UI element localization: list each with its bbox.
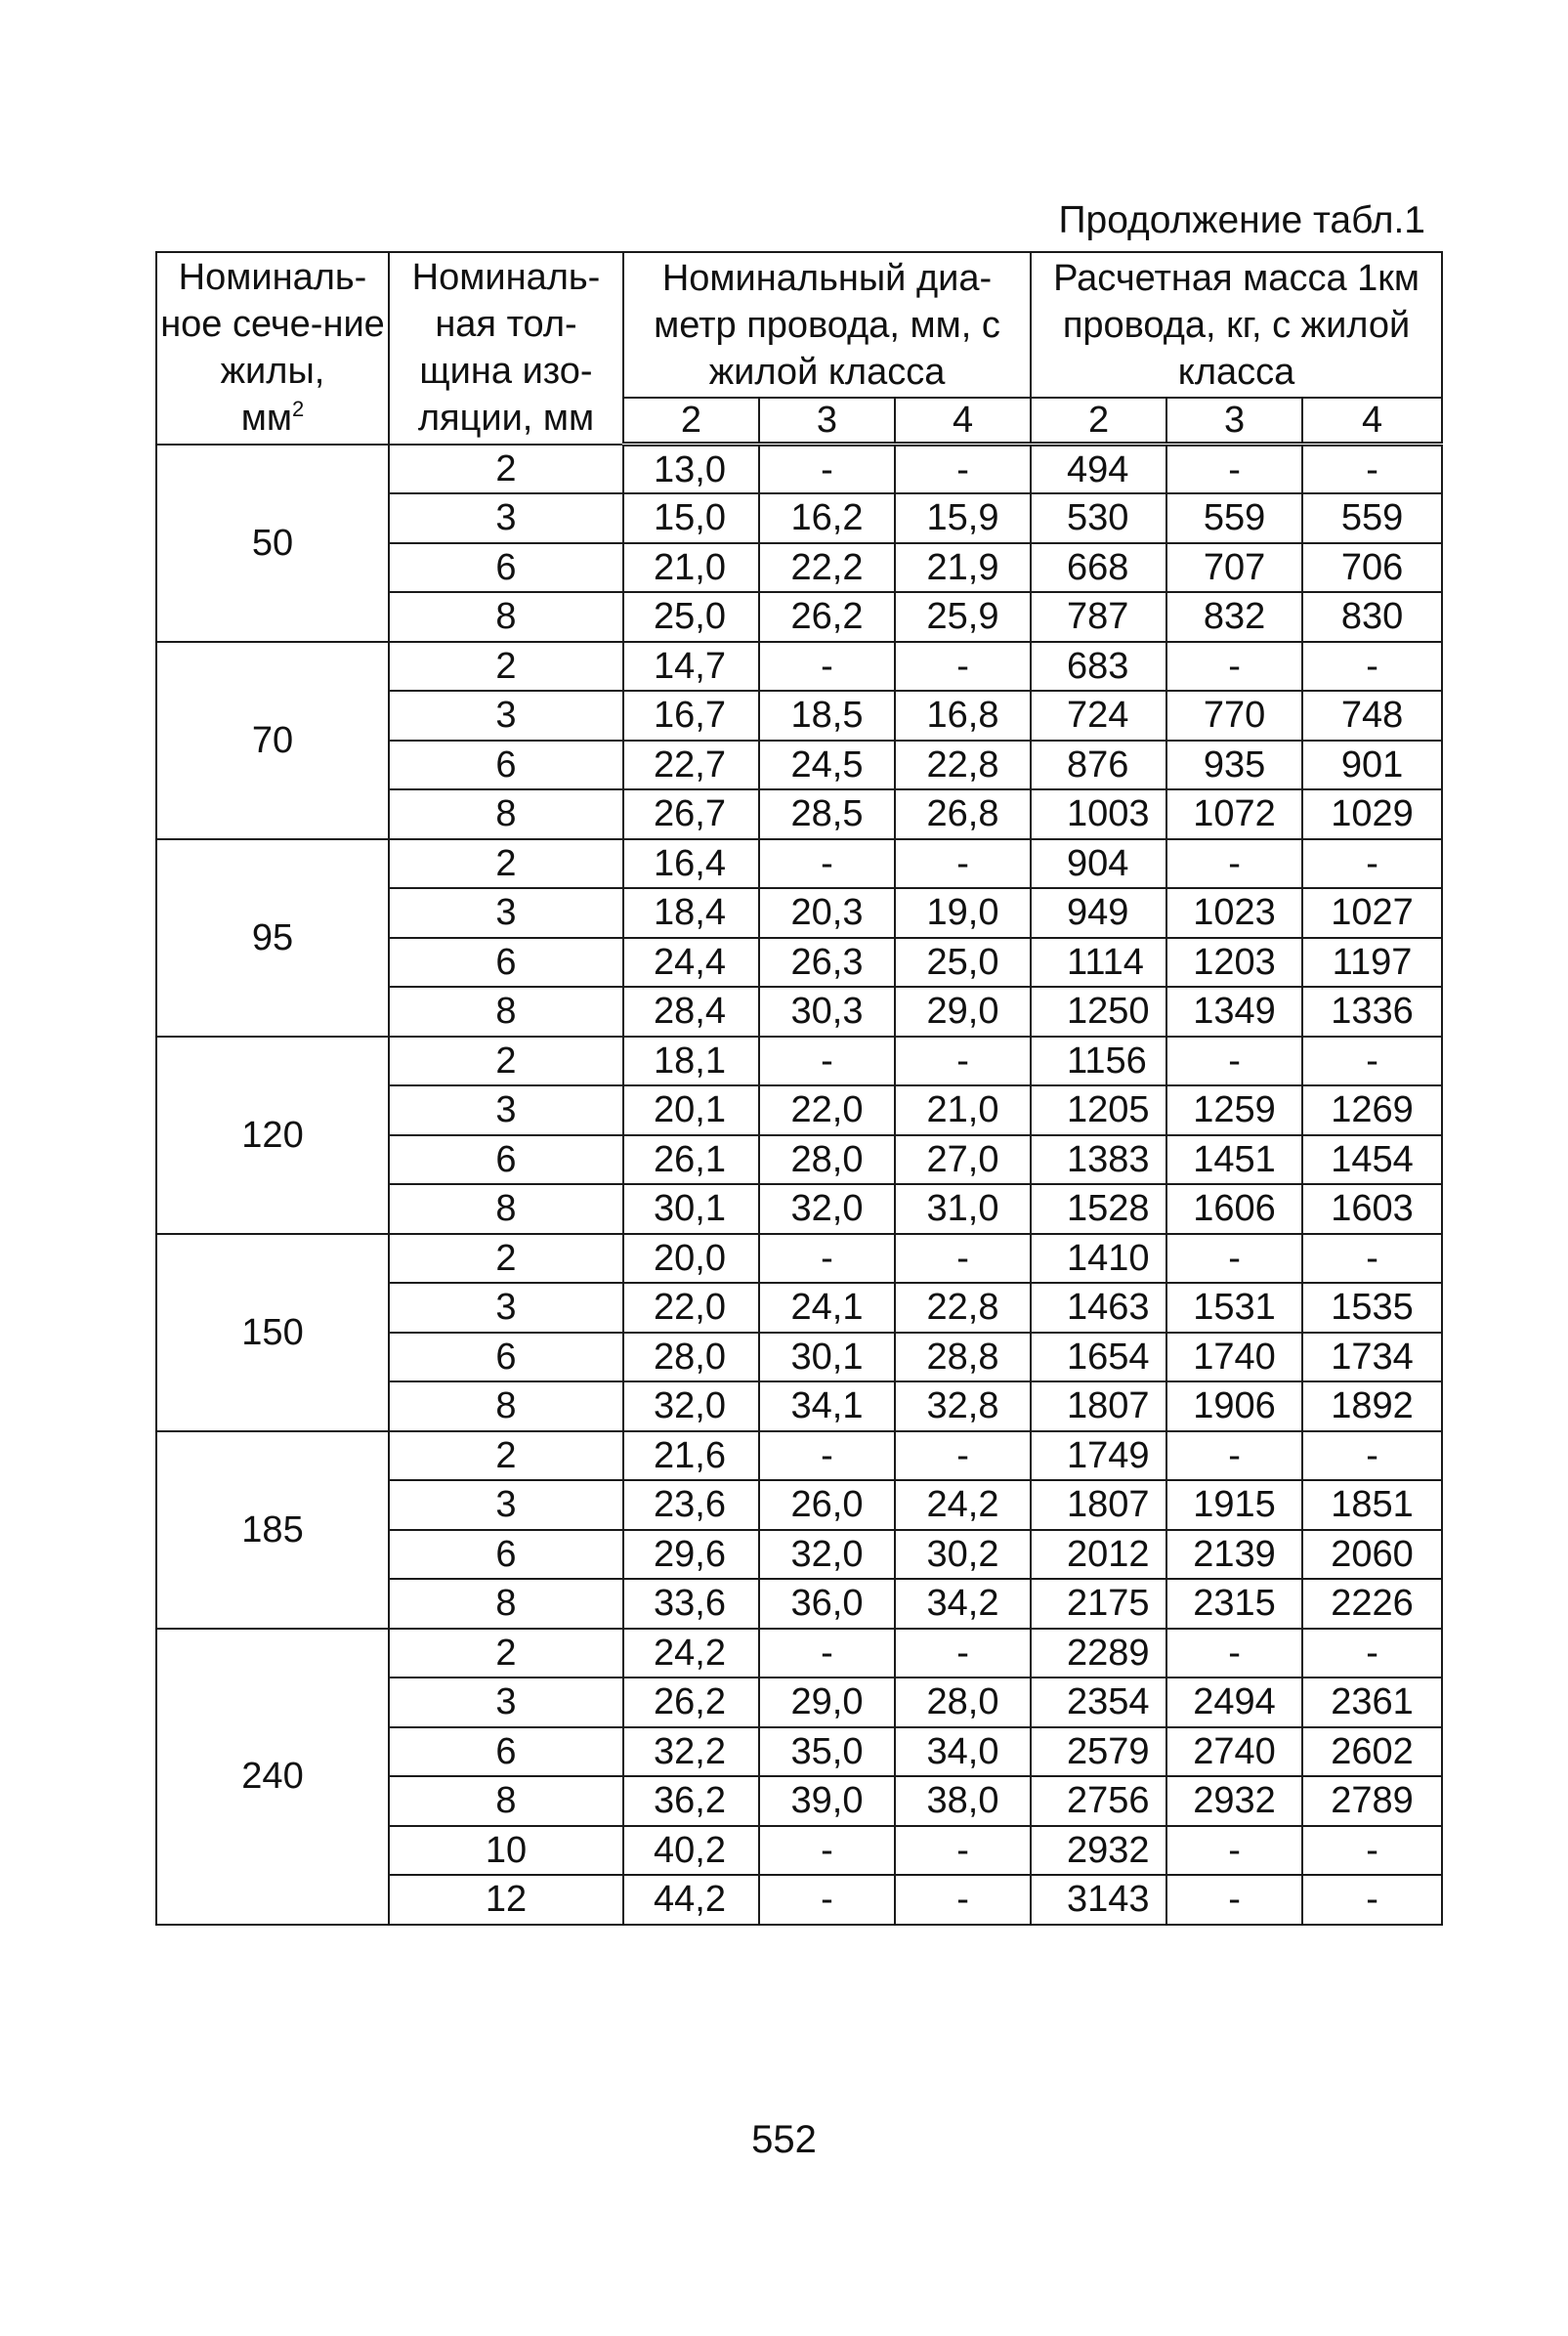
mass-cell: 1336 <box>1302 987 1442 1037</box>
header-insulation: Номиналь-ная тол-щина изо-ляции, мм <box>389 252 623 445</box>
mass-cell: 1250 <box>1031 987 1166 1037</box>
mass-cell: 559 <box>1166 493 1302 543</box>
mass-cell: - <box>1302 642 1442 692</box>
cable-data-table <box>155 251 1443 1926</box>
diameter-cell: 24,4 <box>623 938 759 988</box>
diameter-cell: - <box>759 1875 895 1925</box>
diameter-cell: 22,7 <box>623 741 759 790</box>
diameter-cell: 22,0 <box>759 1085 895 1135</box>
mass-cell: 2354 <box>1031 1678 1166 1727</box>
diameter-cell: 19,0 <box>895 888 1031 938</box>
mass-cell: 2315 <box>1166 1579 1302 1629</box>
mass-cell: 2756 <box>1031 1776 1166 1826</box>
mass-cell: - <box>1302 1037 1442 1086</box>
mass-cell: 787 <box>1031 592 1166 642</box>
header-diameter-class: 2 <box>623 398 759 445</box>
table-row <box>156 445 1442 494</box>
diameter-cell: 22,8 <box>895 741 1031 790</box>
mass-cell: - <box>1166 839 1302 889</box>
header-section-unit-sup: 2 <box>292 397 305 422</box>
mass-cell: - <box>1302 1826 1442 1876</box>
diameter-cell: 20,1 <box>623 1085 759 1135</box>
diameter-cell: 15,9 <box>895 493 1031 543</box>
mass-cell: - <box>1166 642 1302 692</box>
table-row <box>156 1431 1442 1481</box>
insulation-cell: 6 <box>389 1135 623 1185</box>
mass-cell: 1349 <box>1166 987 1302 1037</box>
mass-cell: 683 <box>1031 642 1166 692</box>
diameter-cell: - <box>759 839 895 889</box>
section-cell: 50 <box>156 445 389 642</box>
header-mass-class: 3 <box>1166 398 1302 445</box>
mass-cell: 1915 <box>1166 1480 1302 1530</box>
insulation-cell: 8 <box>389 1579 623 1629</box>
insulation-cell: 6 <box>389 1727 623 1777</box>
diameter-cell: 22,2 <box>759 543 895 593</box>
diameter-cell: 27,0 <box>895 1135 1031 1185</box>
mass-cell: 2175 <box>1031 1579 1166 1629</box>
header-mass: Расчетная масса 1км провода, кг, с жилой класса <box>1031 252 1442 398</box>
mass-cell: - <box>1166 1826 1302 1876</box>
mass-cell: 1535 <box>1302 1283 1442 1333</box>
mass-cell: 530 <box>1031 493 1166 543</box>
diameter-cell: 32,8 <box>895 1381 1031 1431</box>
mass-cell: 2494 <box>1166 1678 1302 1727</box>
table-body <box>156 445 1442 1925</box>
insulation-cell: 8 <box>389 1184 623 1234</box>
mass-cell: 707 <box>1166 543 1302 593</box>
insulation-cell: 8 <box>389 987 623 1037</box>
mass-cell: 1531 <box>1166 1283 1302 1333</box>
mass-cell: 1892 <box>1302 1381 1442 1431</box>
mass-cell: 1203 <box>1166 938 1302 988</box>
table-row <box>156 1234 1442 1284</box>
mass-cell: 559 <box>1302 493 1442 543</box>
insulation-cell: 8 <box>389 592 623 642</box>
insulation-cell: 3 <box>389 493 623 543</box>
mass-cell: 1528 <box>1031 1184 1166 1234</box>
mass-cell: 1023 <box>1166 888 1302 938</box>
diameter-cell: 34,0 <box>895 1727 1031 1777</box>
insulation-cell: 6 <box>389 1333 623 1382</box>
header-section-unit: мм <box>240 398 292 440</box>
diameter-cell: 30,1 <box>623 1184 759 1234</box>
diameter-cell: 28,8 <box>895 1333 1031 1382</box>
diameter-cell: 39,0 <box>759 1776 895 1826</box>
mass-cell: 1029 <box>1302 789 1442 839</box>
diameter-cell: - <box>759 1826 895 1876</box>
mass-cell: 935 <box>1166 741 1302 790</box>
insulation-cell: 2 <box>389 1629 623 1678</box>
diameter-cell: 30,3 <box>759 987 895 1037</box>
mass-cell: 1259 <box>1166 1085 1302 1135</box>
diameter-cell: 34,1 <box>759 1381 895 1431</box>
diameter-cell: 25,9 <box>895 592 1031 642</box>
mass-cell: 1734 <box>1302 1333 1442 1382</box>
diameter-cell: 26,7 <box>623 789 759 839</box>
diameter-cell: 40,2 <box>623 1826 759 1876</box>
diameter-cell: 23,6 <box>623 1480 759 1530</box>
diameter-cell: 29,0 <box>895 987 1031 1037</box>
mass-cell: 724 <box>1031 691 1166 741</box>
section-cell: 95 <box>156 839 389 1037</box>
diameter-cell: 32,0 <box>623 1381 759 1431</box>
insulation-cell: 2 <box>389 642 623 692</box>
diameter-cell: 44,2 <box>623 1875 759 1925</box>
header-diameter-class: 4 <box>895 398 1031 445</box>
mass-cell: 1114 <box>1031 938 1166 988</box>
mass-cell: 2932 <box>1031 1826 1166 1876</box>
diameter-cell: - <box>895 839 1031 889</box>
insulation-cell: 6 <box>389 741 623 790</box>
diameter-cell: 28,0 <box>759 1135 895 1185</box>
mass-cell: 1383 <box>1031 1135 1166 1185</box>
diameter-cell: 36,0 <box>759 1579 895 1629</box>
mass-cell: 3143 <box>1031 1875 1166 1925</box>
section-cell: 240 <box>156 1629 389 1925</box>
insulation-cell: 6 <box>389 1530 623 1580</box>
mass-cell: - <box>1302 839 1442 889</box>
mass-cell: 668 <box>1031 543 1166 593</box>
mass-cell: - <box>1166 1875 1302 1925</box>
mass-cell: 1906 <box>1166 1381 1302 1431</box>
diameter-cell: 14,7 <box>623 642 759 692</box>
insulation-cell: 10 <box>389 1826 623 1876</box>
diameter-cell: 26,1 <box>623 1135 759 1185</box>
insulation-cell: 3 <box>389 1085 623 1135</box>
mass-cell: - <box>1302 445 1442 494</box>
diameter-cell: 25,0 <box>623 592 759 642</box>
insulation-cell: 2 <box>389 1234 623 1284</box>
mass-cell: 1156 <box>1031 1037 1166 1086</box>
mass-cell: 901 <box>1302 741 1442 790</box>
mass-cell: 1603 <box>1302 1184 1442 1234</box>
mass-cell: - <box>1302 1875 1442 1925</box>
insulation-cell: 3 <box>389 691 623 741</box>
mass-cell: 2932 <box>1166 1776 1302 1826</box>
diameter-cell: 34,2 <box>895 1579 1031 1629</box>
mass-cell: - <box>1302 1431 1442 1481</box>
mass-cell: 1072 <box>1166 789 1302 839</box>
mass-cell: - <box>1166 1629 1302 1678</box>
insulation-cell: 3 <box>389 1480 623 1530</box>
diameter-cell: 28,5 <box>759 789 895 839</box>
diameter-cell: - <box>759 1431 895 1481</box>
diameter-cell: - <box>759 1629 895 1678</box>
table-caption: Продолжение табл.1 <box>1058 199 1425 241</box>
header-diameter: Номинальный диа-метр провода, мм, с жилой класса <box>623 252 1031 398</box>
diameter-cell: 35,0 <box>759 1727 895 1777</box>
insulation-cell: 3 <box>389 1678 623 1727</box>
diameter-cell: - <box>759 1037 895 1086</box>
mass-cell: 2740 <box>1166 1727 1302 1777</box>
diameter-cell: 29,6 <box>623 1530 759 1580</box>
diameter-cell: 29,0 <box>759 1678 895 1727</box>
mass-cell: 2012 <box>1031 1530 1166 1580</box>
section-cell: 185 <box>156 1431 389 1629</box>
mass-cell: 748 <box>1302 691 1442 741</box>
section-cell: 150 <box>156 1234 389 1431</box>
diameter-cell: 16,7 <box>623 691 759 741</box>
diameter-cell: 21,9 <box>895 543 1031 593</box>
diameter-cell: 15,0 <box>623 493 759 543</box>
diameter-cell: 20,3 <box>759 888 895 938</box>
mass-cell: 2789 <box>1302 1776 1442 1826</box>
insulation-cell: 8 <box>389 1381 623 1431</box>
diameter-cell: 21,0 <box>623 543 759 593</box>
diameter-cell: - <box>895 1629 1031 1678</box>
diameter-cell: 36,2 <box>623 1776 759 1826</box>
mass-cell: 770 <box>1166 691 1302 741</box>
mass-cell: 2579 <box>1031 1727 1166 1777</box>
insulation-cell: 8 <box>389 1776 623 1826</box>
mass-cell: 494 <box>1031 445 1166 494</box>
mass-cell: 1205 <box>1031 1085 1166 1135</box>
mass-cell: 2060 <box>1302 1530 1442 1580</box>
diameter-cell: 16,8 <box>895 691 1031 741</box>
mass-cell: 1606 <box>1166 1184 1302 1234</box>
mass-cell: 830 <box>1302 592 1442 642</box>
diameter-cell: - <box>895 445 1031 494</box>
table-row <box>156 642 1442 692</box>
diameter-cell: 24,2 <box>895 1480 1031 1530</box>
mass-cell: 1749 <box>1031 1431 1166 1481</box>
mass-cell: 904 <box>1031 839 1166 889</box>
mass-cell: 876 <box>1031 741 1166 790</box>
diameter-cell: 18,1 <box>623 1037 759 1086</box>
mass-cell: 2361 <box>1302 1678 1442 1727</box>
mass-cell: 832 <box>1166 592 1302 642</box>
diameter-cell: - <box>895 1826 1031 1876</box>
diameter-cell: 26,0 <box>759 1480 895 1530</box>
table-row <box>156 1629 1442 1678</box>
diameter-cell: 38,0 <box>895 1776 1031 1826</box>
header-diameter-class: 3 <box>759 398 895 445</box>
diameter-cell: 28,0 <box>895 1678 1031 1727</box>
mass-cell: 1851 <box>1302 1480 1442 1530</box>
mass-cell: - <box>1302 1629 1442 1678</box>
mass-cell: 1451 <box>1166 1135 1302 1185</box>
mass-cell: - <box>1166 1037 1302 1086</box>
diameter-cell: 22,8 <box>895 1283 1031 1333</box>
diameter-cell: 30,1 <box>759 1333 895 1382</box>
mass-cell: 2226 <box>1302 1579 1442 1629</box>
mass-cell: 1454 <box>1302 1135 1442 1185</box>
mass-cell: 1410 <box>1031 1234 1166 1284</box>
diameter-cell: 24,2 <box>623 1629 759 1678</box>
diameter-cell: 21,0 <box>895 1085 1031 1135</box>
mass-cell: 2289 <box>1031 1629 1166 1678</box>
table-row <box>156 839 1442 889</box>
diameter-cell: 20,0 <box>623 1234 759 1284</box>
diameter-cell: 24,1 <box>759 1283 895 1333</box>
diameter-cell: 28,0 <box>623 1333 759 1382</box>
insulation-cell: 2 <box>389 839 623 889</box>
mass-cell: - <box>1166 1234 1302 1284</box>
mass-cell: 1197 <box>1302 938 1442 988</box>
mass-cell: 1027 <box>1302 888 1442 938</box>
insulation-cell: 3 <box>389 1283 623 1333</box>
mass-cell: - <box>1166 445 1302 494</box>
diameter-cell: - <box>759 445 895 494</box>
diameter-cell: 32,2 <box>623 1727 759 1777</box>
diameter-cell: 26,8 <box>895 789 1031 839</box>
diameter-cell: - <box>895 642 1031 692</box>
section-cell: 70 <box>156 642 389 839</box>
diameter-cell: 16,4 <box>623 839 759 889</box>
insulation-cell: 8 <box>389 789 623 839</box>
diameter-cell: 32,0 <box>759 1530 895 1580</box>
diameter-cell: - <box>895 1037 1031 1086</box>
diameter-cell: 22,0 <box>623 1283 759 1333</box>
table-row <box>156 1037 1442 1086</box>
header-section <box>156 252 389 445</box>
diameter-cell: 18,5 <box>759 691 895 741</box>
diameter-cell: 16,2 <box>759 493 895 543</box>
diameter-cell: 28,4 <box>623 987 759 1037</box>
diameter-cell: 13,0 <box>623 445 759 494</box>
mass-cell: 1269 <box>1302 1085 1442 1135</box>
diameter-cell: 24,5 <box>759 741 895 790</box>
insulation-cell: 2 <box>389 1431 623 1481</box>
diameter-cell: 30,2 <box>895 1530 1031 1580</box>
mass-cell: - <box>1166 1431 1302 1481</box>
insulation-cell: 6 <box>389 938 623 988</box>
header-mass-class: 4 <box>1302 398 1442 445</box>
mass-cell: 2602 <box>1302 1727 1442 1777</box>
diameter-cell: 26,2 <box>623 1678 759 1727</box>
diameter-cell: - <box>895 1234 1031 1284</box>
mass-cell: 949 <box>1031 888 1166 938</box>
diameter-cell: 18,4 <box>623 888 759 938</box>
mass-cell: 1003 <box>1031 789 1166 839</box>
diameter-cell: - <box>759 1234 895 1284</box>
section-cell: 120 <box>156 1037 389 1234</box>
diameter-cell: 26,3 <box>759 938 895 988</box>
insulation-cell: 3 <box>389 888 623 938</box>
mass-cell: 2139 <box>1166 1530 1302 1580</box>
mass-cell: 1740 <box>1166 1333 1302 1382</box>
diameter-cell: 25,0 <box>895 938 1031 988</box>
diameter-cell: 26,2 <box>759 592 895 642</box>
mass-cell: 706 <box>1302 543 1442 593</box>
mass-cell: - <box>1302 1234 1442 1284</box>
insulation-cell: 2 <box>389 1037 623 1086</box>
header-mass-class: 2 <box>1031 398 1166 445</box>
diameter-cell: 31,0 <box>895 1184 1031 1234</box>
page-number: 552 <box>751 2118 817 2161</box>
diameter-cell: - <box>759 642 895 692</box>
insulation-cell: 6 <box>389 543 623 593</box>
mass-cell: 1807 <box>1031 1381 1166 1431</box>
mass-cell: 1807 <box>1031 1480 1166 1530</box>
insulation-cell: 2 <box>389 445 623 494</box>
header-section-label: Номиналь-ное сече-ние жилы, <box>160 257 385 393</box>
diameter-cell: - <box>895 1875 1031 1925</box>
insulation-cell: 12 <box>389 1875 623 1925</box>
mass-cell: 1654 <box>1031 1333 1166 1382</box>
mass-cell: 1463 <box>1031 1283 1166 1333</box>
diameter-cell: - <box>895 1431 1031 1481</box>
diameter-cell: 32,0 <box>759 1184 895 1234</box>
diameter-cell: 33,6 <box>623 1579 759 1629</box>
diameter-cell: 21,6 <box>623 1431 759 1481</box>
